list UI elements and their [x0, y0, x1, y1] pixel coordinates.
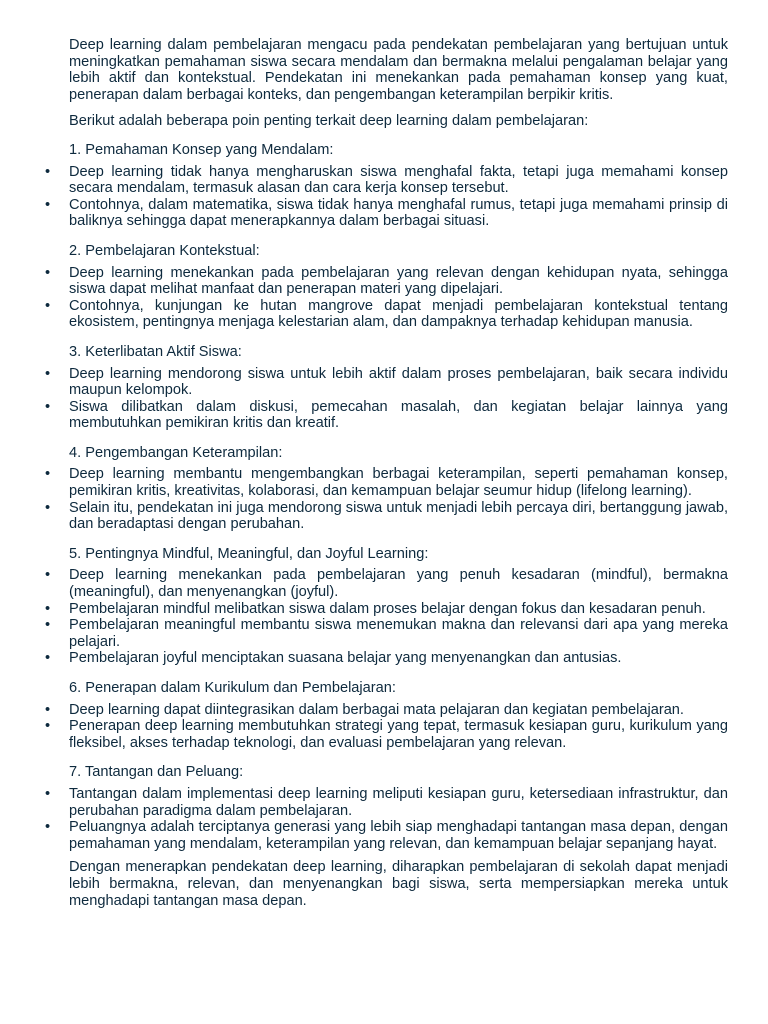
list-item — [45, 650, 728, 667]
section-heading: 2. Pembelajaran Kontekstual: — [69, 242, 260, 259]
bullet-icon: • — [45, 718, 51, 735]
bullet-icon: • — [45, 196, 51, 213]
list-item-text: Peluangnya adalah terciptanya generasi yang lebih siap menghadapi tantangan masa depan, dengan pemahaman yang mendalam, keterampilan yang relevan, dan kemampuan belajar sepanjang hayat. — [69, 819, 728, 852]
bullet-list — [45, 785, 728, 852]
list-item — [45, 819, 728, 852]
list-item — [45, 297, 728, 331]
list-item — [45, 567, 728, 601]
bullet-icon: • — [45, 600, 51, 617]
bullet-icon: • — [45, 365, 51, 382]
bullet-icon: • — [45, 163, 51, 180]
bullet-icon: • — [45, 819, 51, 836]
list-item — [45, 466, 728, 500]
list-item — [45, 196, 728, 230]
sections — [45, 141, 728, 852]
list-item — [45, 264, 728, 298]
bullet-list — [45, 567, 728, 667]
list-item-text: Contohnya, dalam matematika, siswa tidak hanya menghafal rumus, tetapi juga memahami prinsip di baliknya sehingga dapat menerapkannya dalam berbagai situasi. — [69, 196, 728, 230]
list-item-text: Pembelajaran meaningful membantu siswa menemukan makna dan relevansi dari apa yang mereka pelajari. — [69, 617, 728, 650]
list-item-text: Deep learning dapat diintegrasikan dalam berbagai mata pelajaran dan kegiatan pembelajaran. — [69, 701, 684, 718]
list-item — [45, 718, 728, 751]
list-item-text: Pembelajaran mindful melibatkan siswa dalam proses belajar dengan fokus dan kesadaran penuh. — [69, 600, 706, 617]
list-item-text: Deep learning mendorong siswa untuk lebih aktif dalam proses pembelajaran, baik secara individu maupun kelompok. — [69, 365, 728, 399]
list-item-text: Deep learning menekankan pada pembelajaran yang relevan dengan kehidupan nyata, sehingga siswa dapat melihat manfaat dan penerapan materi yang dipelajari. — [69, 264, 728, 298]
section-heading: 5. Pentingnya Mindful, Meaningful, dan Joyful Learning: — [69, 545, 429, 562]
list-item-text: Tantangan dalam implementasi deep learning meliputi kesiapan guru, ketersediaan infrastruktur, dan perubahan paradigma dalam pembelajaran. — [69, 785, 728, 819]
bullet-icon: • — [45, 617, 51, 634]
bullet-icon: • — [45, 297, 51, 314]
lead-paragraph: Berikut adalah beberapa poin penting terkait deep learning dalam pembelajaran: — [69, 113, 589, 130]
document-body — [45, 37, 728, 909]
bullet-list — [45, 466, 728, 533]
list-item-text: Deep learning menekankan pada pembelajaran yang penuh kesadaran (mindful), bermakna (meaningful), dan menyenangkan (joyful). — [69, 567, 728, 601]
list-item — [45, 398, 728, 432]
bullet-icon: • — [45, 650, 51, 667]
list-item-text: Deep learning membantu mengembangkan berbagai keterampilan, seperti pemahaman konsep, pemikiran kritis, kreativitas, kolaborasi, dan kemampuan belajar seumur hidup (lifelong learning). — [69, 466, 728, 500]
list-item — [45, 785, 728, 819]
bullet-icon: • — [45, 466, 51, 483]
list-item — [45, 617, 728, 650]
list-item — [45, 600, 728, 618]
bullet-icon: • — [45, 499, 51, 516]
bullet-list — [45, 264, 728, 331]
list-item-text: Siswa dilibatkan dalam diskusi, pemecahan masalah, dan kegiatan belajar lainnya yang membutuhkan pemikiran kritis dan kreatif. — [69, 398, 728, 432]
list-item — [45, 365, 728, 399]
list-item-text: Pembelajaran joyful menciptakan suasana belajar yang menyenangkan dan antusias. — [69, 650, 622, 667]
list-item — [45, 499, 728, 533]
bullet-list — [45, 163, 728, 230]
section-heading: 6. Penerapan dalam Kurikulum dan Pembelajaran: — [69, 680, 396, 696]
section-heading: 4. Pengembangan Keterampilan: — [69, 444, 283, 461]
list-item-text: Selain itu, pendekatan ini juga mendorong siswa untuk menjadi lebih percaya diri, bertanggung jawab, dan beradaptasi dengan perubahan. — [69, 499, 728, 533]
bullet-icon: • — [45, 785, 51, 802]
list-item-text: Deep learning tidak hanya mengharuskan siswa menghafal fakta, tetapi juga memahami konsep secara mendalam, termasuk alasan dan cara kerja konsep tersebut. — [69, 163, 728, 197]
intro-paragraph: Deep learning dalam pembelajaran mengacu pada pendekatan pembelajaran yang bertujuan untuk meningkatkan pemahaman siswa secara mendalam dan bermakna melalui pengalaman belajar yang lebih aktif dan kontekstual. Pendekatan ini menekankan pada pemahaman konsep yang kuat, penerapan dalam berbagai konteks, dan pengembangan keterampilan berpikir kritis. — [69, 37, 728, 103]
list-item-text: Penerapan deep learning membutuhkan strategi yang tepat, termasuk kesiapan guru, kurikulum yang fleksibel, akses terhadap teknologi, dan evaluasi pembelajaran yang relevan. — [69, 718, 728, 751]
bullet-list — [45, 701, 728, 752]
bullet-icon: • — [45, 398, 51, 415]
bullet-icon: • — [45, 567, 51, 584]
bullet-list — [45, 365, 728, 432]
conclusion-paragraph: Dengan menerapkan pendekatan deep learning, diharapkan pembelajaran di sekolah dapat menjadi lebih bermakna, relevan, dan menyenangkan bagi siswa, serta mempersiapkan mereka untuk menghadapi tantangan masa depan. — [69, 859, 728, 909]
bullet-icon: • — [45, 264, 51, 281]
list-item — [45, 163, 728, 197]
list-item — [45, 701, 728, 719]
section-heading: 7. Tantangan dan Peluang: — [69, 764, 244, 781]
bullet-icon: • — [45, 701, 51, 718]
section-heading: 1. Pemahaman Konsep yang Mendalam: — [69, 141, 334, 158]
list-item-text: Contohnya, kunjungan ke hutan mangrove dapat menjadi pembelajaran kontekstual tentang ekosistem, pentingnya menjaga kelestarian alam, dan dampaknya terhadap kehidupan manusia. — [69, 297, 728, 331]
section-heading: 3. Keterlibatan Aktif Siswa: — [69, 343, 242, 360]
